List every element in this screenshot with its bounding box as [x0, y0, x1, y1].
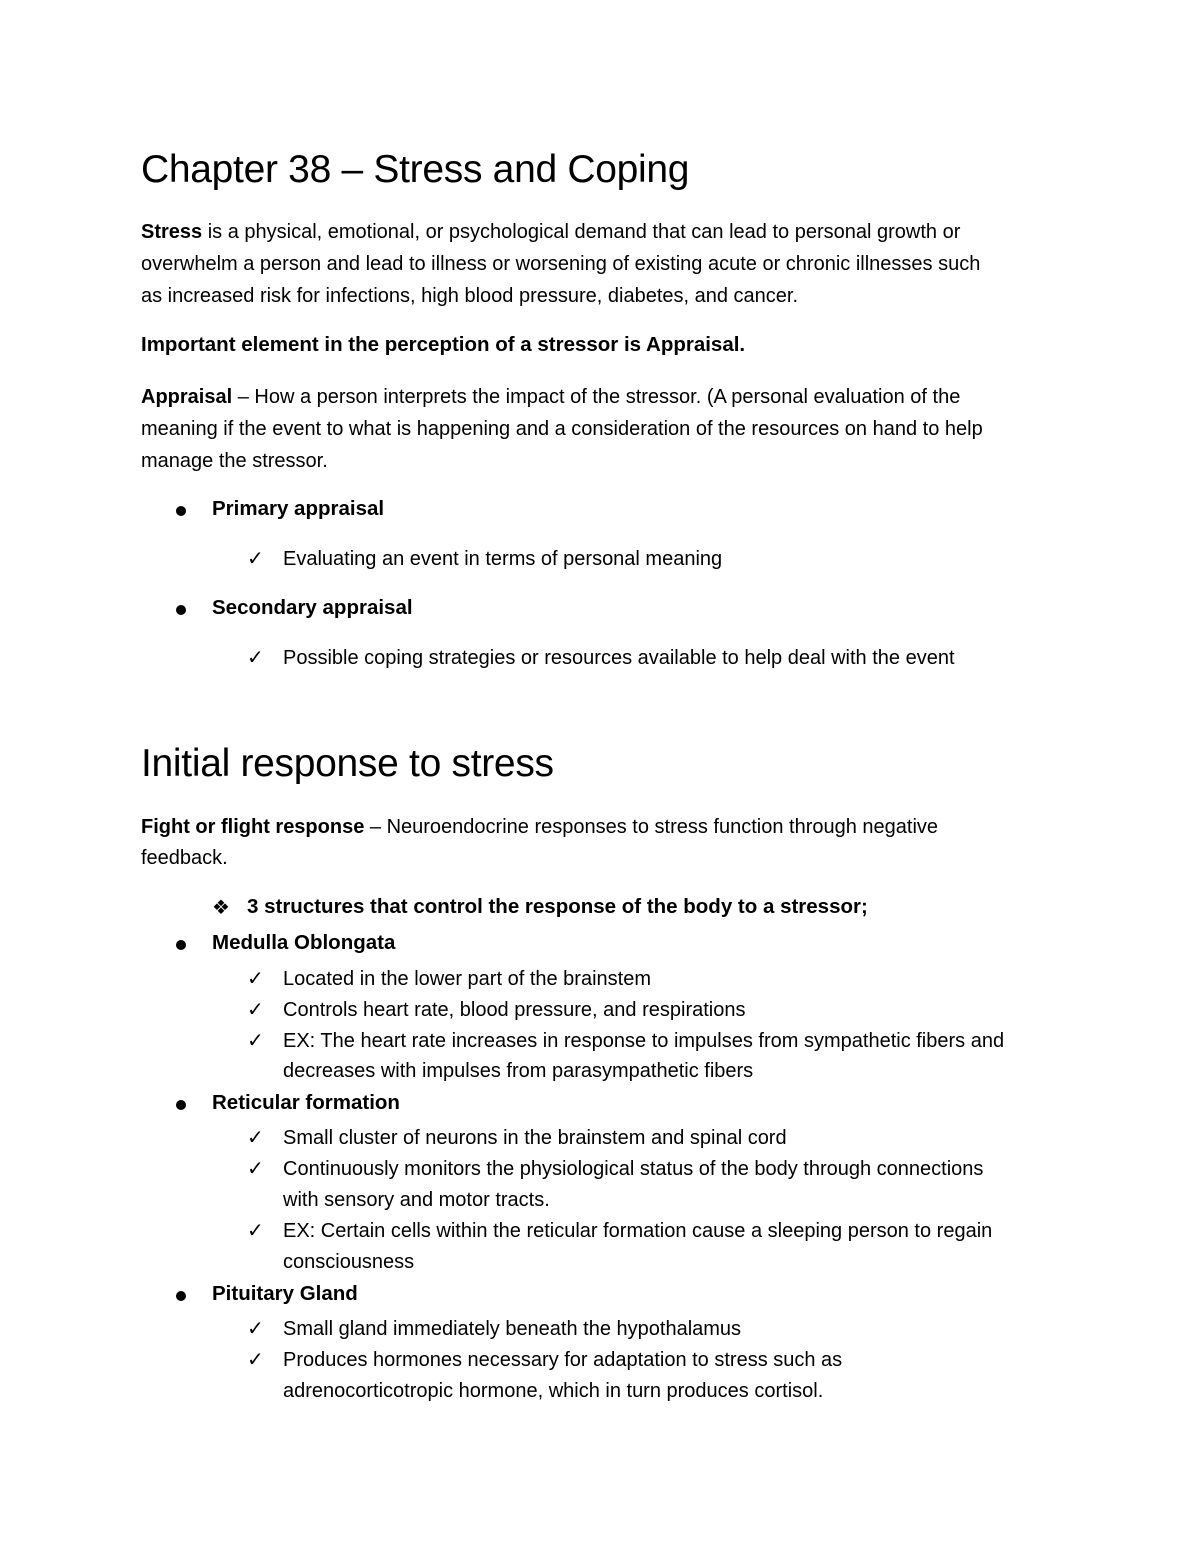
checkmark-icon: ✓	[247, 1347, 264, 1371]
secondary-appraisal-label: Secondary appraisal	[212, 596, 413, 619]
bullet-icon	[176, 1291, 186, 1301]
structure-detail-continued: with sensory and motor tracts.	[283, 1189, 550, 1211]
checkmark-icon: ✓	[247, 1316, 264, 1340]
structure-detail: Continuously monitors the physiological status of the body through connections	[283, 1158, 984, 1180]
stress-paragraph-line-3: as increased risk for infections, high blood pressure, diabetes, and cancer.	[141, 285, 799, 307]
structure-label-reticular: Reticular formation	[212, 1091, 400, 1114]
primary-appraisal-detail: Evaluating an event in terms of personal meaning	[283, 548, 723, 570]
checkmark-icon: ✓	[247, 1218, 264, 1242]
chapter-title: Chapter 38 – Stress and Coping	[141, 148, 690, 191]
bullet-icon	[176, 1100, 186, 1110]
bullet-icon	[176, 506, 186, 516]
structure-detail: Small gland immediately beneath the hypothalamus	[283, 1318, 742, 1340]
bullet-icon	[176, 605, 186, 615]
checkmark-icon: ✓	[247, 1125, 264, 1149]
structure-detail: Located in the lower part of the brainstem	[283, 968, 651, 990]
stress-paragraph-line-2: overwhelm a person and lead to illness or worsening of existing acute or chronic illnesses such	[141, 253, 981, 275]
secondary-appraisal-detail: Possible coping strategies or resources available to help deal with the event	[283, 647, 955, 669]
structure-detail: EX: The heart rate increases in response to impulses from sympathetic fibers and	[283, 1030, 1005, 1052]
structure-detail-continued: consciousness	[283, 1251, 415, 1273]
diamond-bullet-icon: ❖	[212, 895, 230, 919]
appraisal-paragraph-line-3: manage the stressor.	[141, 450, 328, 472]
bullet-icon	[176, 940, 186, 950]
structure-detail: EX: Certain cells within the reticular formation cause a sleeping person to regain	[283, 1220, 993, 1242]
section-title-initial-response: Initial response to stress	[141, 742, 554, 785]
fight-flight-line-2: feedback.	[141, 847, 228, 869]
checkmark-icon: ✓	[247, 546, 264, 570]
fight-flight-line-1	[141, 811, 938, 843]
stress-line-1-text: is a physical, emotional, or psychological demand that can lead to personal growth or	[202, 221, 961, 243]
structures-heading: 3 structures that control the response of the body to a stressor;	[247, 895, 868, 918]
checkmark-icon: ✓	[247, 997, 264, 1021]
stress-paragraph-line-1	[141, 216, 960, 248]
checkmark-icon: ✓	[247, 1028, 264, 1052]
checkmark-icon: ✓	[247, 645, 264, 669]
appraisal-line-1-text: – How a person interprets the impact of the stressor. (A personal evaluation of the	[232, 386, 961, 408]
structure-detail: Controls heart rate, blood pressure, and respirations	[283, 999, 746, 1021]
structure-label-pituitary: Pituitary Gland	[212, 1282, 358, 1305]
primary-appraisal-label: Primary appraisal	[212, 497, 385, 520]
structure-detail-continued: adrenocorticotropic hormone, which in turn produces cortisol.	[283, 1380, 824, 1402]
fight-flight-term: Fight or flight response	[141, 816, 365, 838]
checkmark-icon: ✓	[247, 966, 264, 990]
stress-term: Stress	[141, 221, 203, 243]
structure-detail-continued: decreases with impulses from parasympathetic fibers	[283, 1060, 754, 1082]
structure-label-medulla: Medulla Oblongata	[212, 931, 396, 954]
appraisal-term: Appraisal	[141, 386, 233, 408]
checkmark-icon: ✓	[247, 1156, 264, 1180]
fight-flight-line-1-text: – Neuroendocrine responses to stress function through negative	[364, 816, 939, 838]
structure-detail: Produces hormones necessary for adaptation to stress such as	[283, 1349, 843, 1371]
appraisal-paragraph-line-1	[141, 381, 960, 413]
structure-detail: Small cluster of neurons in the brainstem and spinal cord	[283, 1127, 787, 1149]
important-element-line: Important element in the perception of a stressor is Appraisal.	[141, 333, 746, 356]
appraisal-paragraph-line-2: meaning if the event to what is happening and a consideration of the resources on hand to help	[141, 418, 983, 440]
